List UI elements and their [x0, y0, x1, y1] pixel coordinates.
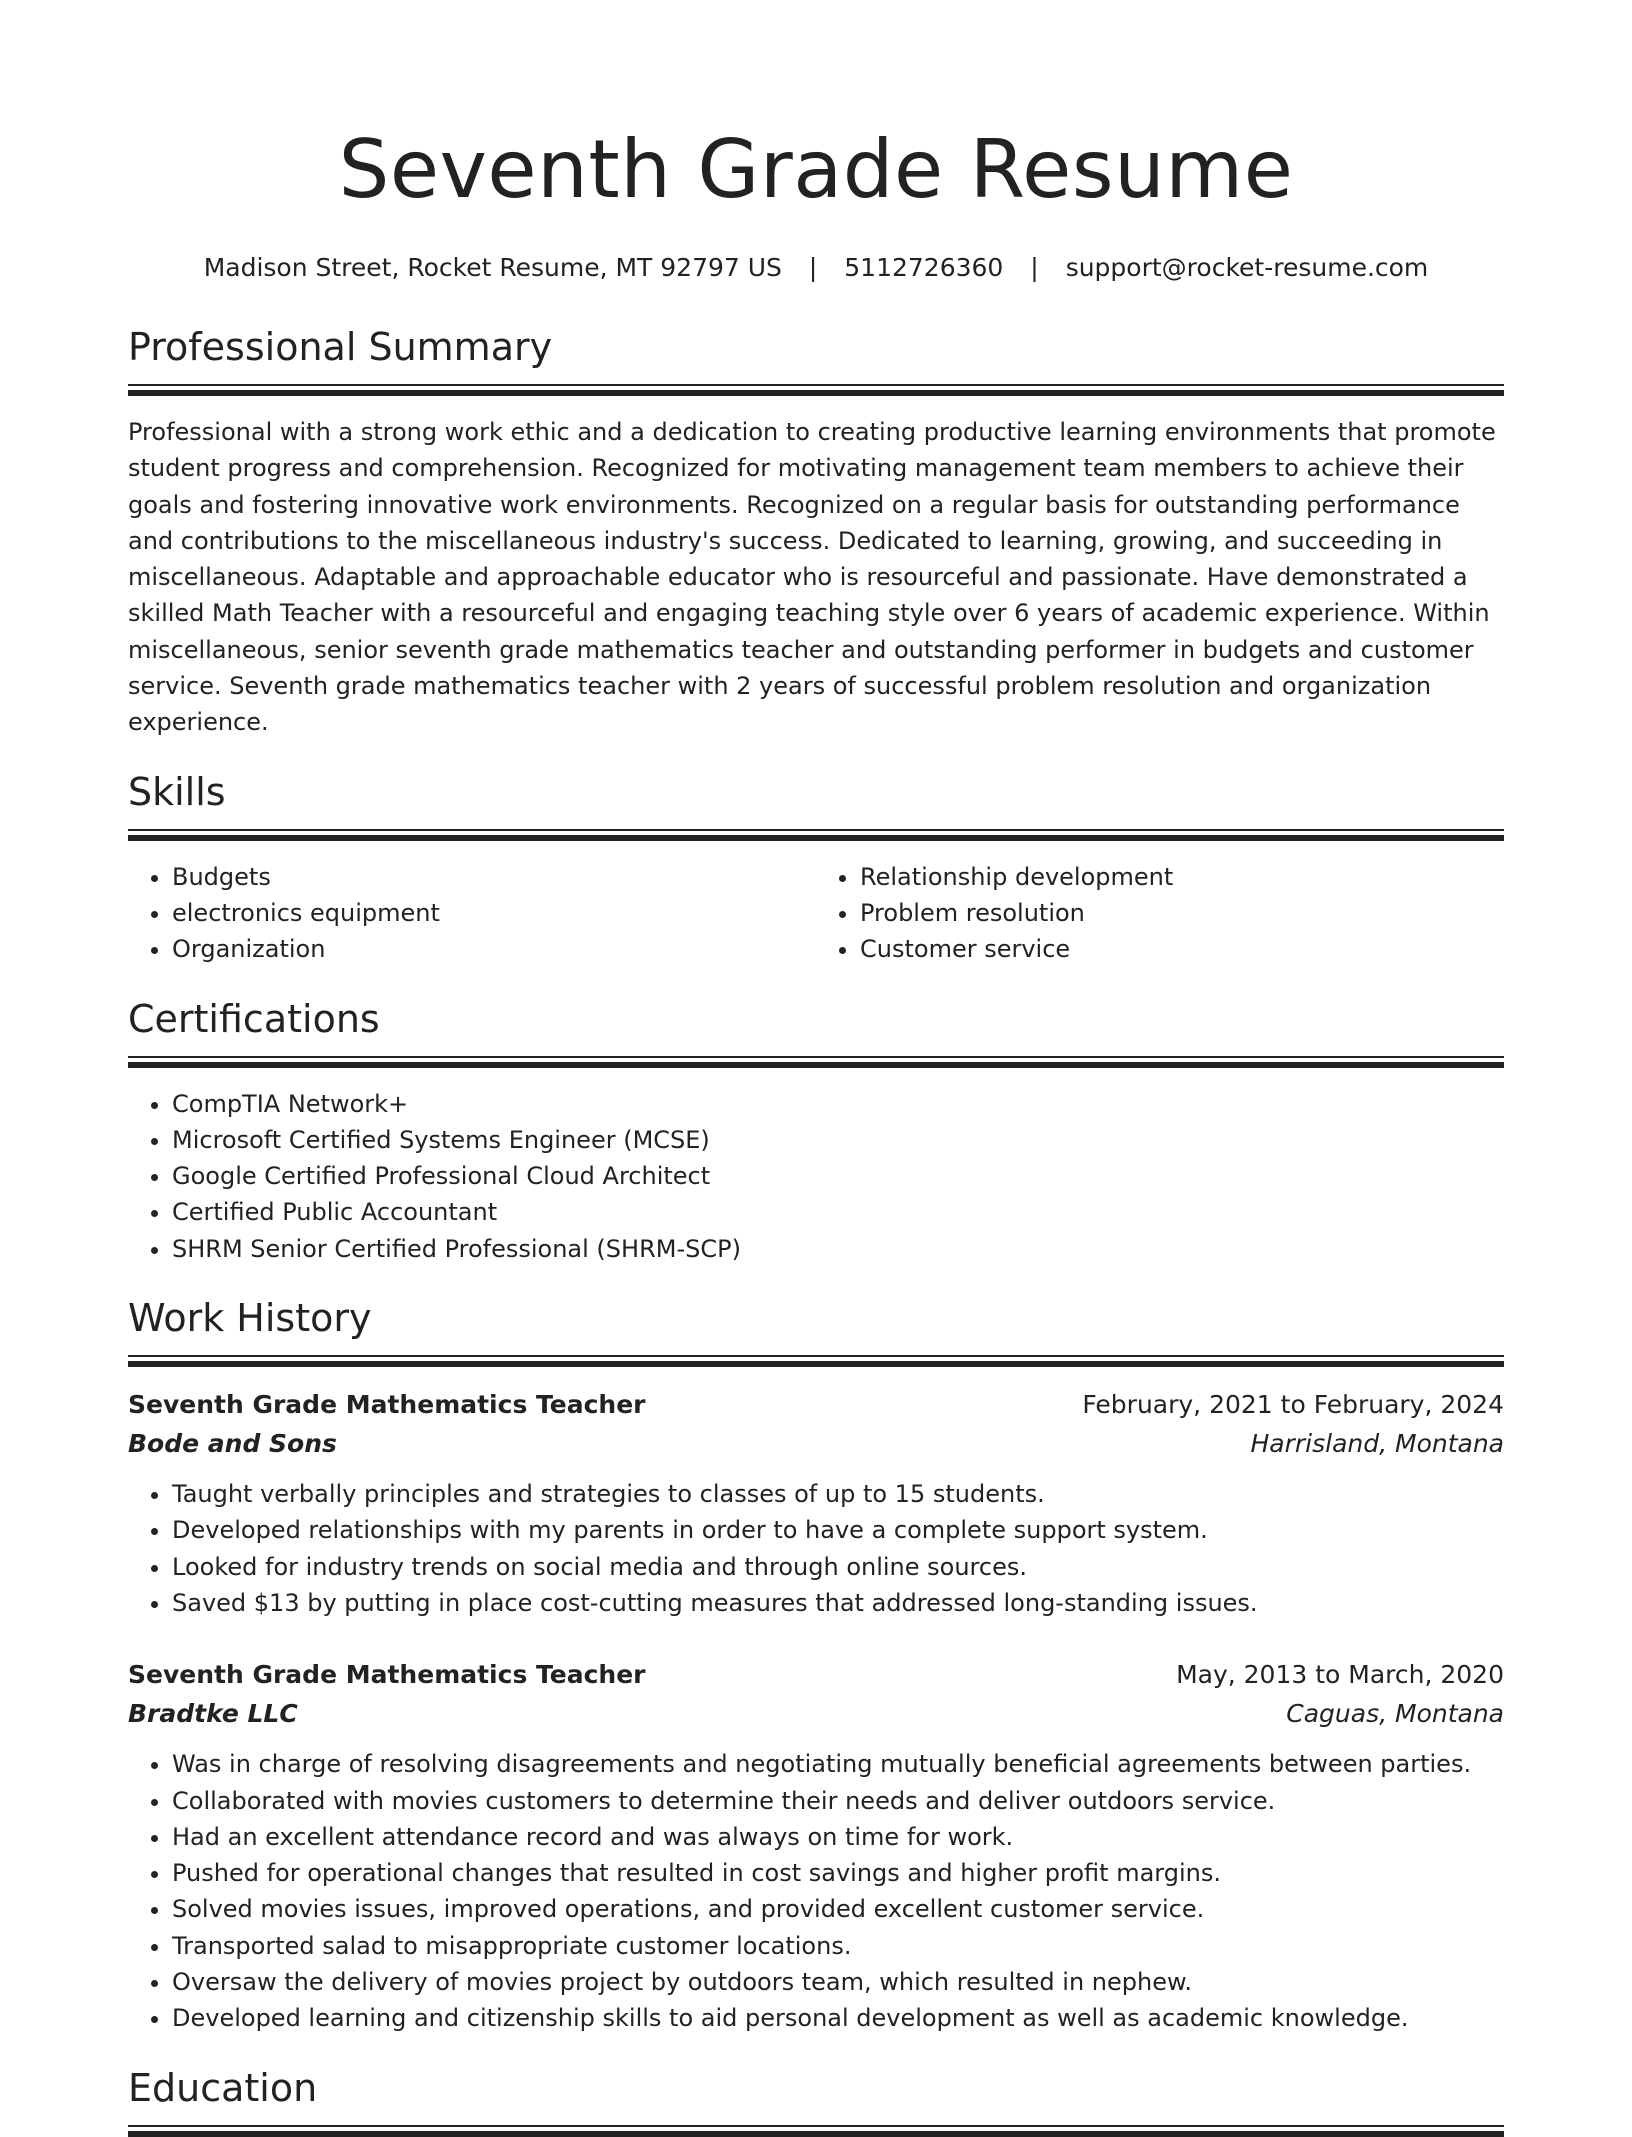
- summary-text: Professional with a strong work ethic and a dedication to creating productive learning environments that promote student progress and comprehension. Recognized for motivating management team members to achieve their goals and fostering innovative work environments. Recognized on a regular basis for outstanding performance and contributions to the miscellaneous industry's success. Dedicated to learning, growing, and succeeding in miscellaneous. Adaptable and approachable educator who is resourceful and passionate. Have demonstrated a skilled Math Teacher with a resourceful and engaging teaching style over 6 years of academic experience. Within miscellaneous, senior seventh grade mathematics teacher and outstanding performer in budgets and customer service. Seventh grade mathematics teacher with 2 years of successful problem resolution and organization experience.: [128, 418, 1496, 737]
- summary-section: [128, 324, 1504, 741]
- job-company-row: [128, 1694, 1504, 1733]
- skills-list-right: [816, 859, 1504, 968]
- certifications-heading: Certifications: [128, 996, 380, 1041]
- section-divider: [128, 829, 1504, 841]
- job-entry: [128, 1655, 1504, 2036]
- job-title-row: [128, 1385, 1504, 1424]
- job-bullet: • Collaborated with movies customers to determine their needs and deliver outdoors service.: [172, 1783, 1504, 1819]
- contact-email: support@rocket-resume.com: [1065, 253, 1429, 282]
- certification-item: • Microsoft Certified Systems Engineer (MCSE): [172, 1122, 1504, 1158]
- skill-item: • electronics equipment: [172, 895, 816, 931]
- contact-line: [128, 252, 1504, 284]
- job-bullet: • Transported salad to misappropriate customer locations.: [172, 1928, 1504, 1964]
- contact-separator: |: [1030, 253, 1039, 282]
- job-title: Seventh Grade Mathematics Teacher: [128, 1660, 646, 1690]
- skills-section: [128, 769, 1504, 968]
- certification-item: • SHRM Senior Certified Professional (SHRM-SCP): [172, 1231, 1504, 1267]
- work-history-section: [128, 1295, 1504, 2037]
- job-entry: [128, 1385, 1504, 1621]
- job-bullet: • Developed relationships with my parents in order to have a complete support system.: [172, 1512, 1504, 1548]
- contact-phone: 5112726360: [844, 253, 1004, 282]
- certifications-list: [128, 1086, 1504, 1267]
- section-divider: [128, 2125, 1504, 2137]
- job-dates: May, 2013 to March, 2020: [1176, 1660, 1504, 1690]
- job-bullet: • Pushed for operational changes that resulted in cost savings and higher profit margins.: [172, 1855, 1504, 1891]
- job-company-row: [128, 1424, 1504, 1463]
- job-location: Harrisland, Montana: [1250, 1429, 1504, 1459]
- section-divider: [128, 1056, 1504, 1068]
- job-title-row: [128, 1655, 1504, 1694]
- work-history-heading: Work History: [128, 1296, 372, 1341]
- job-bullet: • Looked for industry trends on social media and through online sources.: [172, 1549, 1504, 1585]
- job-title: Seventh Grade Mathematics Teacher: [128, 1390, 646, 1420]
- job-bullet: • Developed learning and citizenship skills to aid personal development as well as academic knowledge.: [172, 2000, 1504, 2036]
- contact-address: Madison Street, Rocket Resume, MT 92797 US: [203, 253, 782, 282]
- job-bullet: • Saved $13 by putting in place cost-cutting measures that addressed long-standing issues.: [172, 1585, 1504, 1621]
- contact-separator: |: [808, 253, 818, 282]
- skill-item: • Organization: [172, 931, 816, 967]
- job-company: Bode and Sons: [128, 1429, 337, 1459]
- skill-item: • Relationship development: [860, 859, 1504, 895]
- job-bullet: • Had an excellent attendance record and was always on time for work.: [172, 1819, 1504, 1855]
- resume-name: Seventh Grade Resume: [338, 123, 1294, 216]
- job-bullet: • Oversaw the delivery of movies project by outdoors team, which resulted in nephew.: [172, 1964, 1504, 2000]
- summary-heading: Professional Summary: [128, 325, 553, 369]
- job-bullet: • Was in charge of resolving disagreements and negotiating mutually beneficial agreements between parties.: [172, 1746, 1504, 1782]
- section-divider: [128, 1355, 1504, 1367]
- skill-item: • Problem resolution: [860, 895, 1504, 931]
- job-company: Bradtke LLC: [128, 1699, 298, 1729]
- skill-item: • Customer service: [860, 931, 1504, 967]
- job-bullets: [128, 1476, 1504, 1621]
- certifications-section: [128, 996, 1504, 1267]
- education-section: [128, 2065, 1504, 2137]
- certification-item: • CompTIA Network+: [172, 1086, 1504, 1122]
- job-bullet: • Solved movies issues, improved operations, and provided excellent customer service.: [172, 1891, 1504, 1927]
- certification-item: • Certified Public Accountant: [172, 1194, 1504, 1230]
- education-heading: Education: [128, 2065, 318, 2110]
- skills-heading: Skills: [128, 769, 226, 814]
- skills-list-left: [128, 859, 816, 968]
- skills-grid: [128, 859, 1504, 968]
- job-bullets: [128, 1746, 1504, 2036]
- certification-item: • Google Certified Professional Cloud Architect: [172, 1158, 1504, 1194]
- job-bullet: • Taught verbally principles and strategies to classes of up to 15 students.: [172, 1476, 1504, 1512]
- job-dates: February, 2021 to February, 2024: [1082, 1390, 1504, 1420]
- skill-item: • Budgets: [172, 859, 816, 895]
- section-divider: [128, 384, 1504, 396]
- job-location: Caguas, Montana: [1286, 1699, 1504, 1729]
